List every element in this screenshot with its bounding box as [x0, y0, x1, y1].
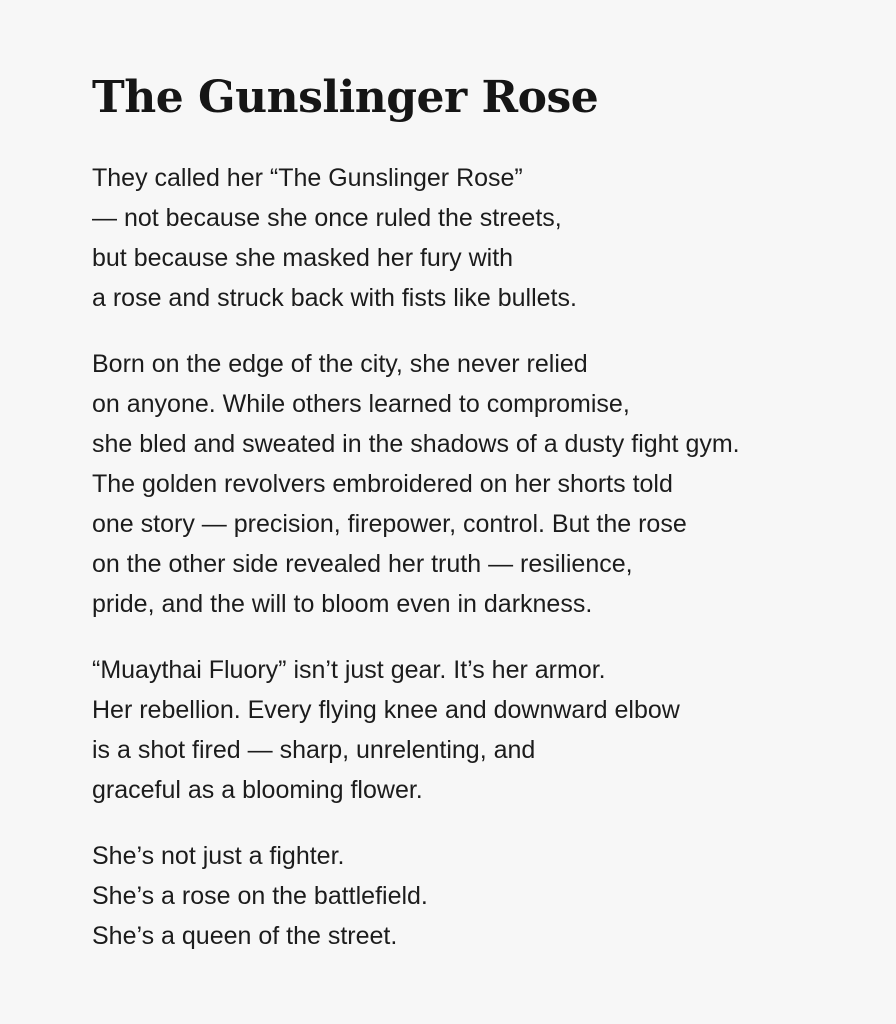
poem-line: Born on the edge of the city, she never relied [92, 350, 588, 378]
poem-line: a rose and struck back with fists like bullets. [92, 284, 577, 312]
stanza-3 [92, 650, 872, 810]
poem-line: She’s not just a fighter. [92, 842, 345, 870]
poem-line: graceful as a blooming flower. [92, 776, 423, 804]
poem-line: — not because she once ruled the streets, [92, 204, 562, 232]
poem-line: on anyone. While others learned to compromise, [92, 390, 630, 418]
poem-document [92, 74, 872, 982]
poem-line: she bled and sweated in the shadows of a dusty fight gym. [92, 430, 740, 458]
poem-line: The golden revolvers embroidered on her shorts told [92, 470, 673, 498]
poem-title: The Gunslinger Rose [92, 72, 599, 123]
stanza-1 [92, 158, 872, 318]
poem-line: is a shot fired — sharp, unrelenting, and [92, 736, 536, 764]
stanza-2 [92, 344, 872, 624]
poem-line: Her rebellion. Every flying knee and downward elbow [92, 696, 680, 724]
poem-line: one story — precision, firepower, control. But the rose [92, 510, 687, 538]
poem-line: She’s a rose on the battlefield. [92, 882, 428, 910]
poem-line: “Muaythai Fluory” isn’t just gear. It’s her armor. [92, 656, 606, 684]
poem-line: but because she masked her fury with [92, 244, 514, 272]
poem-line: She’s a queen of the street. [92, 922, 398, 950]
stanza-4 [92, 836, 872, 956]
poem-line: on the other side revealed her truth — resilience, [92, 550, 633, 578]
poem-line: They called her “The Gunslinger Rose” [92, 164, 523, 192]
poem-line: pride, and the will to bloom even in darkness. [92, 590, 593, 618]
